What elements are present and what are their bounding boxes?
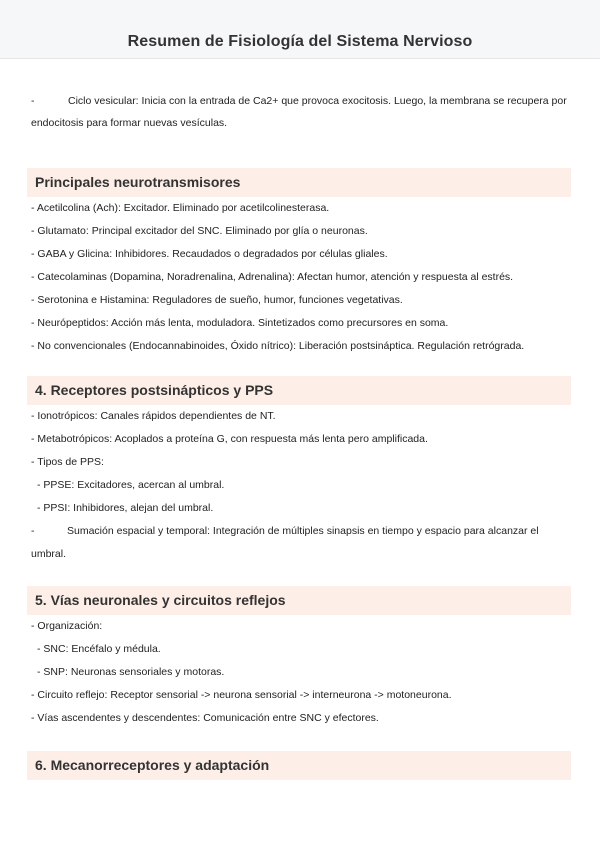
list-item: - PPSE: Excitadores, acercan al umbral. xyxy=(37,479,225,491)
intro-paragraph xyxy=(31,90,570,134)
intro-text: Ciclo vesicular: Inicia con la entrada de Ca2+ que provoca exocitosis. Luego, la membrana se recupera por endocitosis para formar nuevas vesículas. xyxy=(31,95,567,129)
section-heading-vias: 5. Vías neuronales y circuitos reflejos xyxy=(27,586,571,615)
section-heading-mecanorreceptores: 6. Mecanorreceptores y adaptación xyxy=(27,751,571,780)
list-item: - Neurópeptidos: Acción más lenta, moduladora. Sintetizados como precursores en soma. xyxy=(31,317,449,329)
list-item: - SNP: Neuronas sensoriales y motoras. xyxy=(37,666,225,678)
list-item: - Metabotrópicos: Acoplados a proteína G, con respuesta más lenta pero amplificada. xyxy=(31,433,428,445)
list-item: - SNC: Encéfalo y médula. xyxy=(37,643,161,655)
list-item: - Tipos de PPS: xyxy=(31,456,104,468)
list-item: - Vías ascendentes y descendentes: Comunicación entre SNC y efectores. xyxy=(31,712,379,724)
list-item: - Glutamato: Principal excitador del SNC. Eliminado por glía o neuronas. xyxy=(31,225,368,237)
list-item: - Circuito reflejo: Receptor sensorial -> neurona sensorial -> interneurona -> motoneurona. xyxy=(31,689,452,701)
section-heading-receptores: 4. Receptores postsinápticos y PPS xyxy=(27,376,571,405)
list-item: - No convencionales (Endocannabinoides, Óxido nítrico): Liberación postsináptica. Regulación retrógrada. xyxy=(31,340,525,352)
list-item: - Serotonina e Histamina: Reguladores de sueño, humor, funciones vegetativas. xyxy=(31,294,403,306)
item-text: Sumación espacial y temporal: Integración de múltiples sinapsis en tiempo y espacio para alcanzar el umbral. xyxy=(31,525,539,560)
intro-dash: - xyxy=(31,95,35,107)
list-item: - Acetilcolina (Ach): Excitador. Eliminado por acetilcolinesterasa. xyxy=(31,202,330,214)
list-item: - Ionotrópicos: Canales rápidos dependientes de NT. xyxy=(31,410,276,422)
list-item: - PPSI: Inhibidores, alejan del umbral. xyxy=(37,502,214,514)
list-item: - Organización: xyxy=(31,620,103,632)
list-item: - GABA y Glicina: Inhibidores. Recaudados o degradados por células gliales. xyxy=(31,248,388,260)
page-title: Resumen de Fisiología del Sistema Nervioso xyxy=(127,33,473,50)
section-heading-neurotransmisores: Principales neurotransmisores xyxy=(27,168,571,197)
item-dash: - xyxy=(31,525,35,537)
list-item: - Catecolaminas (Dopamina, Noradrenalina, Adrenalina): Afectan humor, atención y respuesta al estrés. xyxy=(31,271,514,283)
list-item-sumacion xyxy=(31,520,570,566)
page-header xyxy=(0,0,600,59)
document-body xyxy=(0,90,600,780)
